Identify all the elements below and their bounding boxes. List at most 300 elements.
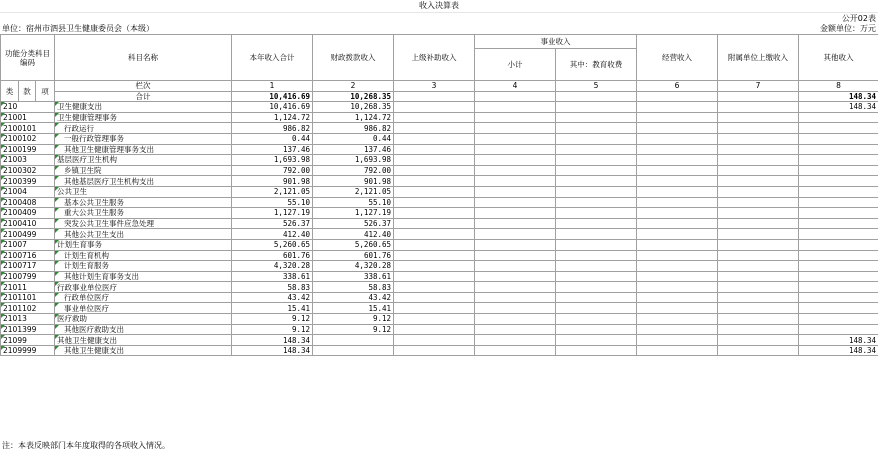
table-row <box>1 165 878 176</box>
row-operating <box>637 314 718 325</box>
table-row <box>1 155 878 166</box>
row-other <box>799 271 878 282</box>
row-name: 行政单位医疗 <box>55 292 232 303</box>
row-subtotal <box>475 324 556 335</box>
header-total: 本年收入合计 <box>232 35 313 81</box>
row-code: 2100408 <box>1 197 55 208</box>
row-operating <box>637 239 718 250</box>
col-num-1: 1 <box>232 81 313 92</box>
row-affiliate <box>718 102 799 113</box>
row-operating <box>637 133 718 144</box>
row-edu-fee <box>556 176 637 187</box>
row-name: 计划生育事务 <box>55 239 232 250</box>
row-operating <box>637 345 718 356</box>
row-affiliate <box>718 197 799 208</box>
header-kuan: 款 <box>19 81 36 102</box>
row-total: 137.46 <box>232 144 313 155</box>
row-superior <box>394 218 475 229</box>
row-edu-fee <box>556 155 637 166</box>
table-row <box>1 123 878 134</box>
income-table <box>0 34 878 356</box>
row-operating <box>637 218 718 229</box>
row-total: 1,127.19 <box>232 208 313 219</box>
table-row <box>1 250 878 261</box>
row-name: 卫生健康管理事务 <box>55 112 232 123</box>
row-name: 基本公共卫生服务 <box>55 197 232 208</box>
row-fiscal: 137.46 <box>313 144 394 155</box>
row-total: 9.12 <box>232 314 313 325</box>
row-subtotal <box>475 345 556 356</box>
row-code: 2100101 <box>1 123 55 134</box>
row-other: 148.34 <box>799 102 878 113</box>
table-row <box>1 112 878 123</box>
row-edu-fee <box>556 345 637 356</box>
row-edu-fee <box>556 292 637 303</box>
row-name: 其他卫生健康支出 <box>55 335 232 346</box>
row-total: 4,320.28 <box>232 261 313 272</box>
row-operating <box>637 208 718 219</box>
row-subtotal <box>475 303 556 314</box>
row-subtotal <box>475 123 556 134</box>
row-fiscal: 412.40 <box>313 229 394 240</box>
row-fiscal: 2,121.05 <box>313 186 394 197</box>
row-other <box>799 165 878 176</box>
row-fiscal: 58.83 <box>313 282 394 293</box>
row-other: 148.34 <box>799 345 878 356</box>
row-edu-fee <box>556 218 637 229</box>
row-affiliate <box>718 314 799 325</box>
row-code: 21099 <box>1 335 55 346</box>
row-subtotal <box>475 250 556 261</box>
table-row <box>1 271 878 282</box>
row-edu-fee <box>556 133 637 144</box>
row-code: 2100399 <box>1 176 55 187</box>
row-code: 210 <box>1 102 55 113</box>
row-superior <box>394 335 475 346</box>
row-superior <box>394 324 475 335</box>
row-subtotal <box>475 271 556 282</box>
row-fiscal <box>313 335 394 346</box>
row-total: 526.37 <box>232 218 313 229</box>
row-edu-fee <box>556 271 637 282</box>
header-operating: 经营收入 <box>637 35 718 81</box>
row-subtotal <box>475 229 556 240</box>
row-fiscal: 5,260.65 <box>313 239 394 250</box>
row-subtotal <box>475 165 556 176</box>
row-operating <box>637 335 718 346</box>
row-edu-fee <box>556 123 637 134</box>
col-num-8: 8 <box>799 81 878 92</box>
row-operating <box>637 144 718 155</box>
row-total: 1,124.72 <box>232 112 313 123</box>
row-fiscal <box>313 345 394 356</box>
row-edu-fee <box>556 303 637 314</box>
row-operating <box>637 250 718 261</box>
header-col-label: 栏次 <box>55 81 232 92</box>
row-total: 338.61 <box>232 271 313 282</box>
row-total: 148.34 <box>232 345 313 356</box>
row-total: 148.34 <box>232 335 313 346</box>
row-edu-fee <box>556 229 637 240</box>
header-xiang: 项 <box>36 81 55 102</box>
row-affiliate <box>718 218 799 229</box>
row-superior <box>394 197 475 208</box>
row-operating <box>637 324 718 335</box>
row-subtotal <box>475 133 556 144</box>
row-code: 2100410 <box>1 218 55 229</box>
row-code: 2100499 <box>1 229 55 240</box>
row-edu-fee <box>556 144 637 155</box>
row-operating <box>637 176 718 187</box>
row-name: 计划生育机构 <box>55 250 232 261</box>
row-affiliate <box>718 176 799 187</box>
sum-edu-fee <box>556 91 637 102</box>
row-fiscal: 901.98 <box>313 176 394 187</box>
col-num-5: 5 <box>556 81 637 92</box>
row-name: 行政运行 <box>55 123 232 134</box>
row-total: 1,693.98 <box>232 155 313 166</box>
form-code: 公开02表 <box>841 14 876 23</box>
header-func-code: 功能分类科目编码 <box>1 35 55 81</box>
row-superior <box>394 314 475 325</box>
row-name: 其他基层医疗卫生机构支出 <box>55 176 232 187</box>
row-affiliate <box>718 282 799 293</box>
row-subtotal <box>475 292 556 303</box>
header-affiliate: 附属单位上缴收入 <box>718 35 799 81</box>
sum-row <box>1 91 878 102</box>
row-affiliate <box>718 303 799 314</box>
row-fiscal: 601.76 <box>313 250 394 261</box>
row-other <box>799 250 878 261</box>
row-name: 重大公共卫生服务 <box>55 208 232 219</box>
header-business: 事业收入 <box>475 35 637 49</box>
row-name: 事业单位医疗 <box>55 303 232 314</box>
row-superior <box>394 165 475 176</box>
row-superior <box>394 208 475 219</box>
row-code: 2101101 <box>1 292 55 303</box>
row-superior <box>394 229 475 240</box>
row-code: 21003 <box>1 155 55 166</box>
row-affiliate <box>718 155 799 166</box>
row-operating <box>637 123 718 134</box>
row-name: 其他医疗救助支出 <box>55 324 232 335</box>
row-subtotal <box>475 208 556 219</box>
row-name: 其他卫生健康支出 <box>55 345 232 356</box>
row-fiscal: 526.37 <box>313 218 394 229</box>
row-edu-fee <box>556 261 637 272</box>
table-row <box>1 229 878 240</box>
row-total: 43.42 <box>232 292 313 303</box>
sum-label: 合计 <box>55 91 232 102</box>
row-superior <box>394 155 475 166</box>
row-subtotal <box>475 239 556 250</box>
row-superior <box>394 303 475 314</box>
row-other <box>799 218 878 229</box>
row-superior <box>394 345 475 356</box>
row-edu-fee <box>556 197 637 208</box>
row-superior <box>394 144 475 155</box>
row-subtotal <box>475 102 556 113</box>
header-row-1 <box>1 35 878 49</box>
row-name: 一般行政管理事务 <box>55 133 232 144</box>
row-affiliate <box>718 324 799 335</box>
row-name: 乡镇卫生院 <box>55 165 232 176</box>
row-superior <box>394 186 475 197</box>
table-row <box>1 282 878 293</box>
row-total: 412.40 <box>232 229 313 240</box>
table-row <box>1 102 878 113</box>
header-row-3 <box>1 81 878 92</box>
row-other <box>799 239 878 250</box>
row-code: 2101102 <box>1 303 55 314</box>
row-operating <box>637 292 718 303</box>
header-other: 其他收入 <box>799 35 878 81</box>
row-superior <box>394 292 475 303</box>
row-operating <box>637 271 718 282</box>
row-other <box>799 324 878 335</box>
row-operating <box>637 112 718 123</box>
row-name: 医疗救助 <box>55 314 232 325</box>
row-fiscal: 43.42 <box>313 292 394 303</box>
row-subtotal <box>475 282 556 293</box>
row-other <box>799 155 878 166</box>
sum-total: 10,416.69 <box>232 91 313 102</box>
row-total: 0.44 <box>232 133 313 144</box>
header-edu-fee: 其中：教育收费 <box>556 49 637 81</box>
amount-unit: 金额单位：万元 <box>820 24 876 33</box>
row-code: 21001 <box>1 112 55 123</box>
table-row <box>1 144 878 155</box>
unit-row <box>0 23 878 34</box>
unit-label: 单位：宿州市泗县卫生健康委员会（本级） <box>2 24 154 33</box>
row-other <box>799 123 878 134</box>
row-fiscal: 10,268.35 <box>313 102 394 113</box>
row-other: 148.34 <box>799 335 878 346</box>
row-other <box>799 282 878 293</box>
table-title: 收入决算表 <box>0 0 878 13</box>
row-total: 601.76 <box>232 250 313 261</box>
row-total: 986.82 <box>232 123 313 134</box>
row-fiscal: 0.44 <box>313 133 394 144</box>
row-name: 卫生健康支出 <box>55 102 232 113</box>
row-operating <box>637 282 718 293</box>
row-other <box>799 176 878 187</box>
row-fiscal: 1,127.19 <box>313 208 394 219</box>
row-fiscal: 9.12 <box>313 314 394 325</box>
row-operating <box>637 155 718 166</box>
header-lei: 类 <box>1 81 19 102</box>
row-affiliate <box>718 208 799 219</box>
row-code: 2100409 <box>1 208 55 219</box>
row-subtotal <box>475 314 556 325</box>
table-row <box>1 197 878 208</box>
row-superior <box>394 123 475 134</box>
row-total: 901.98 <box>232 176 313 187</box>
table-row <box>1 208 878 219</box>
row-code: 2100799 <box>1 271 55 282</box>
row-subtotal <box>475 335 556 346</box>
row-code: 2100716 <box>1 250 55 261</box>
sum-subtotal <box>475 91 556 102</box>
row-operating <box>637 229 718 240</box>
row-operating <box>637 102 718 113</box>
row-operating <box>637 197 718 208</box>
row-total: 5,260.65 <box>232 239 313 250</box>
row-affiliate <box>718 229 799 240</box>
col-num-2: 2 <box>313 81 394 92</box>
row-other <box>799 229 878 240</box>
row-subtotal <box>475 155 556 166</box>
row-edu-fee <box>556 250 637 261</box>
row-other <box>799 208 878 219</box>
row-fiscal: 55.10 <box>313 197 394 208</box>
row-code: 2101399 <box>1 324 55 335</box>
row-other <box>799 112 878 123</box>
row-name: 突发公共卫生事件应急处理 <box>55 218 232 229</box>
row-name: 其他计划生育事务支出 <box>55 271 232 282</box>
row-subtotal <box>475 218 556 229</box>
row-superior <box>394 176 475 187</box>
row-affiliate <box>718 133 799 144</box>
row-fiscal: 986.82 <box>313 123 394 134</box>
row-edu-fee <box>556 282 637 293</box>
row-affiliate <box>718 165 799 176</box>
row-affiliate <box>718 250 799 261</box>
header-subject: 科目名称 <box>55 35 232 81</box>
row-subtotal <box>475 261 556 272</box>
row-other <box>799 303 878 314</box>
row-subtotal <box>475 186 556 197</box>
row-total: 9.12 <box>232 324 313 335</box>
row-name: 计划生育服务 <box>55 261 232 272</box>
row-name: 行政事业单位医疗 <box>55 282 232 293</box>
row-operating <box>637 165 718 176</box>
row-code: 2100102 <box>1 133 55 144</box>
row-edu-fee <box>556 239 637 250</box>
row-affiliate <box>718 271 799 282</box>
row-superior <box>394 239 475 250</box>
row-subtotal <box>475 197 556 208</box>
row-subtotal <box>475 176 556 187</box>
row-operating <box>637 186 718 197</box>
row-edu-fee <box>556 186 637 197</box>
row-subtotal <box>475 144 556 155</box>
row-name: 其他卫生健康管理事务支出 <box>55 144 232 155</box>
row-affiliate <box>718 186 799 197</box>
row-total: 792.00 <box>232 165 313 176</box>
row-affiliate <box>718 345 799 356</box>
row-other <box>799 133 878 144</box>
row-fiscal: 4,320.28 <box>313 261 394 272</box>
row-code: 2100199 <box>1 144 55 155</box>
row-superior <box>394 112 475 123</box>
row-fiscal: 9.12 <box>313 324 394 335</box>
row-other <box>799 144 878 155</box>
row-superior <box>394 102 475 113</box>
col-num-3: 3 <box>394 81 475 92</box>
row-affiliate <box>718 292 799 303</box>
row-operating <box>637 303 718 314</box>
table-row <box>1 335 878 346</box>
row-total: 15.41 <box>232 303 313 314</box>
sum-fiscal: 10,268.35 <box>313 91 394 102</box>
row-fiscal: 338.61 <box>313 271 394 282</box>
row-code: 21007 <box>1 239 55 250</box>
row-affiliate <box>718 144 799 155</box>
sum-superior <box>394 91 475 102</box>
row-edu-fee <box>556 335 637 346</box>
row-name: 公共卫生 <box>55 186 232 197</box>
row-affiliate <box>718 239 799 250</box>
col-num-7: 7 <box>718 81 799 92</box>
sum-affiliate <box>718 91 799 102</box>
row-affiliate <box>718 261 799 272</box>
row-operating <box>637 261 718 272</box>
row-fiscal: 1,693.98 <box>313 155 394 166</box>
row-subtotal <box>475 112 556 123</box>
row-fiscal: 1,124.72 <box>313 112 394 123</box>
row-affiliate <box>718 123 799 134</box>
row-name: 基层医疗卫生机构 <box>55 155 232 166</box>
row-edu-fee <box>556 324 637 335</box>
row-total: 58.83 <box>232 282 313 293</box>
row-name: 其他公共卫生支出 <box>55 229 232 240</box>
table-row <box>1 239 878 250</box>
row-superior <box>394 282 475 293</box>
row-edu-fee <box>556 165 637 176</box>
table-row <box>1 176 878 187</box>
table-row <box>1 314 878 325</box>
row-edu-fee <box>556 102 637 113</box>
row-other <box>799 197 878 208</box>
row-fiscal: 792.00 <box>313 165 394 176</box>
header-superior: 上级补助收入 <box>394 35 475 81</box>
row-total: 2,121.05 <box>232 186 313 197</box>
row-edu-fee <box>556 314 637 325</box>
row-code: 21011 <box>1 282 55 293</box>
header-fiscal: 财政拨款收入 <box>313 35 394 81</box>
table-row <box>1 186 878 197</box>
row-other <box>799 292 878 303</box>
row-other <box>799 186 878 197</box>
col-num-4: 4 <box>475 81 556 92</box>
row-other <box>799 261 878 272</box>
table-row <box>1 324 878 335</box>
footnote: 注：本表反映部门本年度取得的各项收入情况。 <box>2 441 170 450</box>
sum-other: 148.34 <box>799 91 878 102</box>
row-superior <box>394 271 475 282</box>
row-code: 2100302 <box>1 165 55 176</box>
row-affiliate <box>718 335 799 346</box>
row-superior <box>394 261 475 272</box>
row-fiscal: 15.41 <box>313 303 394 314</box>
row-edu-fee <box>556 112 637 123</box>
row-code: 21004 <box>1 186 55 197</box>
table-row <box>1 292 878 303</box>
table-row <box>1 345 878 356</box>
table-row <box>1 218 878 229</box>
table-row <box>1 303 878 314</box>
row-superior <box>394 133 475 144</box>
table-row <box>1 261 878 272</box>
sum-operating <box>637 91 718 102</box>
row-superior <box>394 250 475 261</box>
col-num-6: 6 <box>637 81 718 92</box>
row-affiliate <box>718 112 799 123</box>
row-code: 2100717 <box>1 261 55 272</box>
row-code: 21013 <box>1 314 55 325</box>
row-edu-fee <box>556 208 637 219</box>
